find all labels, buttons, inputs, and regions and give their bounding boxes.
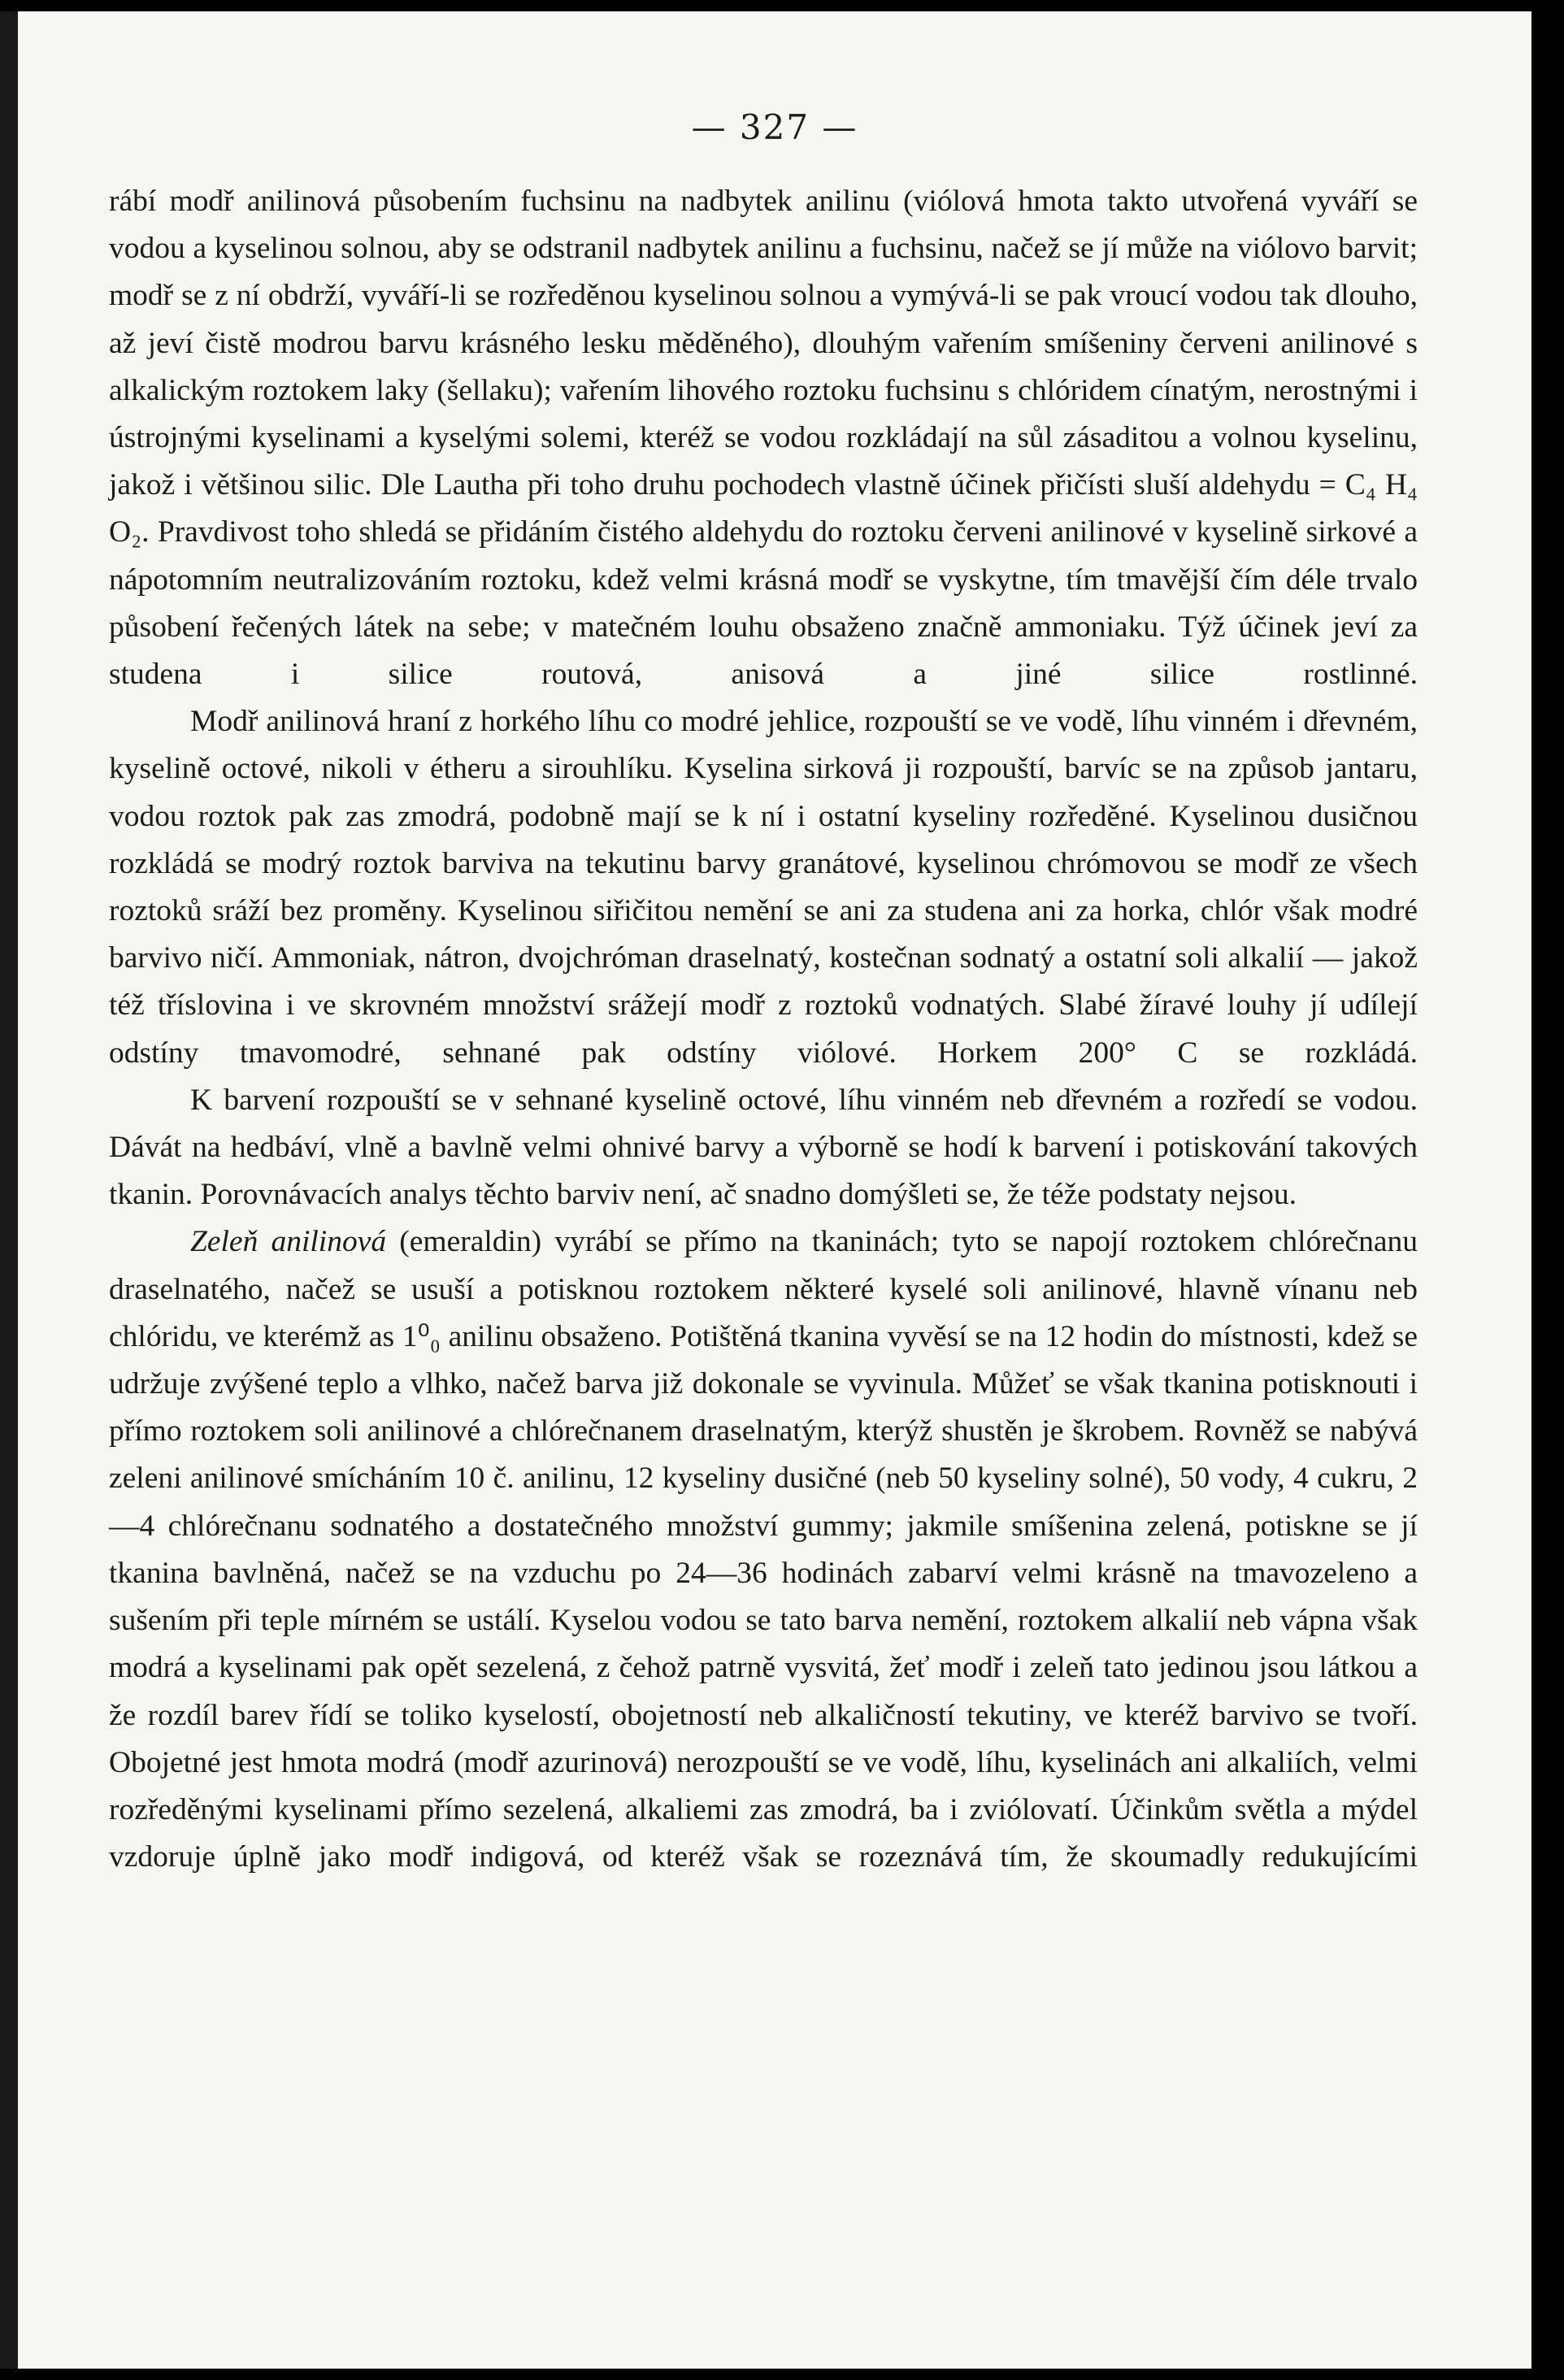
section-term-zelen-anilinova: Zeleň anilinová [190,1225,387,1259]
paragraph-1: rábí modř anilinová působením fuchsinu na nadbytek anilinu (viólová hmota takto utvořená vyváří se vodou a kyselinou solnou, aby se odstranil nadbytek anilinu a fuchsinu, načež se jí může na viólovo barvit; modř se z ní obdrží, vyváří-li se rozředěnou kyselinou solnou a vymývá-li se pak vroucí vodou tak dlouho, až jeví čistě modrou barvu krásného lesku měděného), dlouhým vařením smíšeniny červeni anilinové s alkalickým roztokem laky (šellaku); vařením lihového roztoku fuchsinu s chlóridem cínatým, nerostnými i ústrojnými kyselinami a kyselými solemi, kteréž se vodou rozkládají na sůl zásaditou a volnou kyselinu, jakož i většinou silic. Dle Lautha při toho druhu pochodech vlastně účinek přičísti sluší aldehydu = C₄ H₄ O₂. Pravdivost toho shledá se přidáním čistého aldehydu do roztoku červeni anilinové v kyselině sirkové a nápotomním neutralizováním roztoku, kdež velmi krásná modř se vyskytne, tím tmavější čím déle trvalo působení řečených látek na sebe; v matečném louhu obsaženo značně ammoniaku. Týž účinek jeví za studena i silice routová, anisová a jiné silice rostlinné. [109,185,1418,692]
paragraph-4 [109,1218,1418,1881]
paragraph-4-text: (emeraldin) vyrábí se přímo na tkaninách; tyto se napojí roztokem chlórečnanu draselnatého, načež se usuší a potisknou roztokem některé kyselé soli anilinové, hlavně vínanu neb chlóridu, ve kterémž as 1⁰₀ anilinu obsaženo. Potištěná tkanina vyvěsí se na 12 hodin do místnosti, kdež se udržuje zvýšené teplo a vlhko, načež barva již dokonale se vyvinula. Můžeť se však tkanina potisknouti i přímo roztokem soli anilinové a chlórečnanem draselnatým, kterýž shustěn je škrobem. Rovněž se nabývá zeleni anilinové smícháním 10 č. anilinu, 12 kyseliny dusičné (neb 50 kyseliny solné), 50 vody, 4 cukru, 2—4 chlórečnanu sodnatého a dostatečného množství gummy; jakmile smíšenina zelená, potiskne se jí tkanina bavlněná, načež se na vzduchu po 24—36 hodinách zabarví velmi krásně na tmavozeleno a sušením při teple mírném se ustálí. Kyselou vodou se tato barva nemění, roztokem alkalií neb vápna však modrá a kyselinami pak opět sezelená, z čehož patrně vysvitá, žeť modř i zeleň tato jedinou jsou látkou a že rozdíl barev řídí se toliko kyselostí, obojetností neb alkaličností tekutiny, ve kteréž barvivo se tvoří. Obojetné jest hmota modrá (modř azurinová) nerozpouští se ve vodě, líhu, kyselinách ani alkaliích, velmi rozředěnými kyselinami přímo sezelená, alkaliemi zas zmodrá, ba i zviólovatí. Účinkům světla a mýdel vzdoruje úplně jako modř indigová, od kteréž však se rozeznává tím, že skoumadly redukujícími [109,1225,1418,1874]
book-page [0,11,1531,2369]
body-text [109,178,1418,1881]
paragraph-3: K barvení rozpouští se v sehnané kyselině octové, líhu vinném neb dřevném a rozředí se vodou. Dávát na hedbáví, vlně a bavlně velmi ohnivé barvy a výborně se hodí k barvení i potiskování takových tkanin. Porovnávacích analys těchto barviv není, ač snadno domýšleti se, že téže podstaty nejsou. [109,1083,1418,1212]
scan-border [1531,0,1564,2380]
paragraph-2: Modř anilinová hraní z horkého líhu co modré jehlice, rozpouští se ve vodě, líhu vinném i dřevném, kyselině octové, nikoli v étheru a sirouhlíku. Kyselina sirková ji rozpouští, barvíc se na způsob jantaru, vodou roztok pak zas zmodrá, podobně mají se k ní i ostatní kyseliny rozředěné. Kyselinou dusičnou rozkládá se modrý roztok barviva na tekutinu barvy granátové, kyselinou chrómovou se modř ze všech roztoků sráží bez proměny. Kyselinou siřičitou nemění se ani za studena ani za horka, chlór však modré barvivo ničí. Ammoniak, nátron, dvojchróman draselnatý, kostečnan sodnatý a ostatní soli alkalií — jakož též tříslovina i ve skrovném množství srážejí modř z roztoků vodnatých. Slabé žíravé louhy jí udílejí odstíny tmavomodré, sehnané pak odstíny viólové. Horkem 200° C se rozkládá. [109,705,1418,1070]
page-number: — 327 — [691,107,858,147]
